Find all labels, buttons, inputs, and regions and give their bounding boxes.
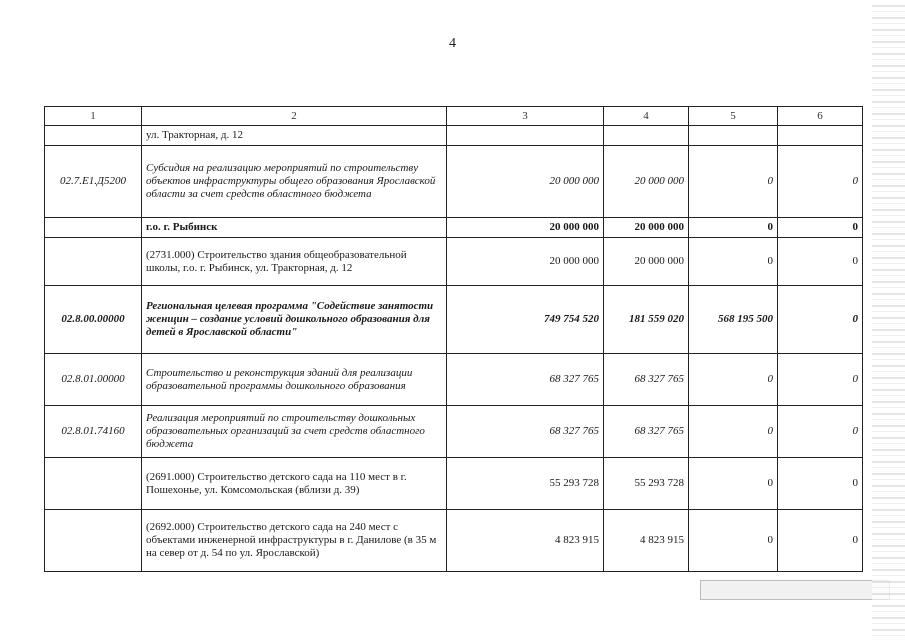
- table-row: [45, 458, 863, 510]
- amount-col-5: 568 195 500: [689, 286, 778, 354]
- amount-col-5: 0: [689, 458, 778, 510]
- amount-col-4: 20 000 000: [604, 238, 689, 286]
- table-row: [45, 354, 863, 406]
- amount-col-6: 0: [778, 238, 863, 286]
- row-name: Строительство и реконструкция зданий для реализации образовательной программы дошкольного образования: [142, 354, 447, 406]
- column-header: 6: [778, 107, 863, 126]
- table-header-row: [45, 107, 863, 126]
- table-row: [45, 238, 863, 286]
- table-row: [45, 406, 863, 458]
- amount-col-4: [604, 126, 689, 146]
- amount-col-3: [447, 126, 604, 146]
- column-header: 3: [447, 107, 604, 126]
- table-row: [45, 510, 863, 572]
- table-row: [45, 126, 863, 146]
- column-header: 2: [142, 107, 447, 126]
- amount-col-4: 55 293 728: [604, 458, 689, 510]
- amount-col-4: 20 000 000: [604, 218, 689, 238]
- amount-col-5: 0: [689, 238, 778, 286]
- row-code: [45, 126, 142, 146]
- amount-col-5: 0: [689, 146, 778, 218]
- table-row: [45, 286, 863, 354]
- row-code: 02.8.01.74160: [45, 406, 142, 458]
- amount-col-5: 0: [689, 354, 778, 406]
- amount-col-6: 0: [778, 354, 863, 406]
- amount-col-4: 20 000 000: [604, 146, 689, 218]
- amount-col-6: 0: [778, 510, 863, 572]
- row-name: г.о. г. Рыбинск: [142, 218, 447, 238]
- amount-col-5: [689, 126, 778, 146]
- row-name: Реализация мероприятий по строительству дошкольных образовательных организаций за счет средств областного бюджета: [142, 406, 447, 458]
- row-name: ул. Тракторная, д. 12: [142, 126, 447, 146]
- amount-col-3: 55 293 728: [447, 458, 604, 510]
- row-code: [45, 458, 142, 510]
- amount-col-3: 68 327 765: [447, 406, 604, 458]
- amount-col-5: 0: [689, 218, 778, 238]
- row-name: Субсидия на реализацию мероприятий по строительству объектов инфраструктуры общего образования Ярославской области за счет средств областного бюджета: [142, 146, 447, 218]
- amount-col-5: 0: [689, 406, 778, 458]
- amount-col-4: 68 327 765: [604, 354, 689, 406]
- amount-col-3: 20 000 000: [447, 146, 604, 218]
- row-code: 02.8.01.00000: [45, 354, 142, 406]
- row-name: (2691.000) Строительство детского сада на 110 мест в г. Пошехонье, ул. Комсомольская (вблизи д. 39): [142, 458, 447, 510]
- amount-col-3: 749 754 520: [447, 286, 604, 354]
- amount-col-3: 20 000 000: [447, 218, 604, 238]
- amount-col-4: 181 559 020: [604, 286, 689, 354]
- amount-col-4: 4 823 915: [604, 510, 689, 572]
- amount-col-6: 0: [778, 146, 863, 218]
- amount-col-6: 0: [778, 218, 863, 238]
- amount-col-3: 4 823 915: [447, 510, 604, 572]
- amount-col-5: 0: [689, 510, 778, 572]
- amount-col-6: 0: [778, 458, 863, 510]
- scan-stamp: [700, 580, 890, 600]
- amount-col-6: 0: [778, 286, 863, 354]
- row-code: [45, 218, 142, 238]
- row-name: (2692.000) Строительство детского сада на 240 мест с объектами инженерной инфраструктуры в г. Данилове (в 35 м на север от д. 54 по ул. Ярославской): [142, 510, 447, 572]
- row-name: Региональная целевая программа "Содействие занятости женщин – создание условий дошкольного образования для детей в Ярославской области": [142, 286, 447, 354]
- amount-col-3: 68 327 765: [447, 354, 604, 406]
- column-header: 4: [604, 107, 689, 126]
- table-row: [45, 146, 863, 218]
- budget-table: [44, 106, 863, 572]
- amount-col-6: 0: [778, 406, 863, 458]
- amount-col-6: [778, 126, 863, 146]
- amount-col-3: 20 000 000: [447, 238, 604, 286]
- row-code: [45, 510, 142, 572]
- column-header: 5: [689, 107, 778, 126]
- row-code: [45, 238, 142, 286]
- table-row: [45, 218, 863, 238]
- page-number: 4: [449, 36, 456, 51]
- amount-col-4: 68 327 765: [604, 406, 689, 458]
- row-code: 02.8.00.00000: [45, 286, 142, 354]
- scan-edge-artifact: [872, 0, 905, 640]
- row-code: 02.7.E1.Д5200: [45, 146, 142, 218]
- row-name: (2731.000) Строительство здания общеобразовательной школы, г.о. г. Рыбинск, ул. Тракторная, д. 12: [142, 238, 447, 286]
- column-header: 1: [45, 107, 142, 126]
